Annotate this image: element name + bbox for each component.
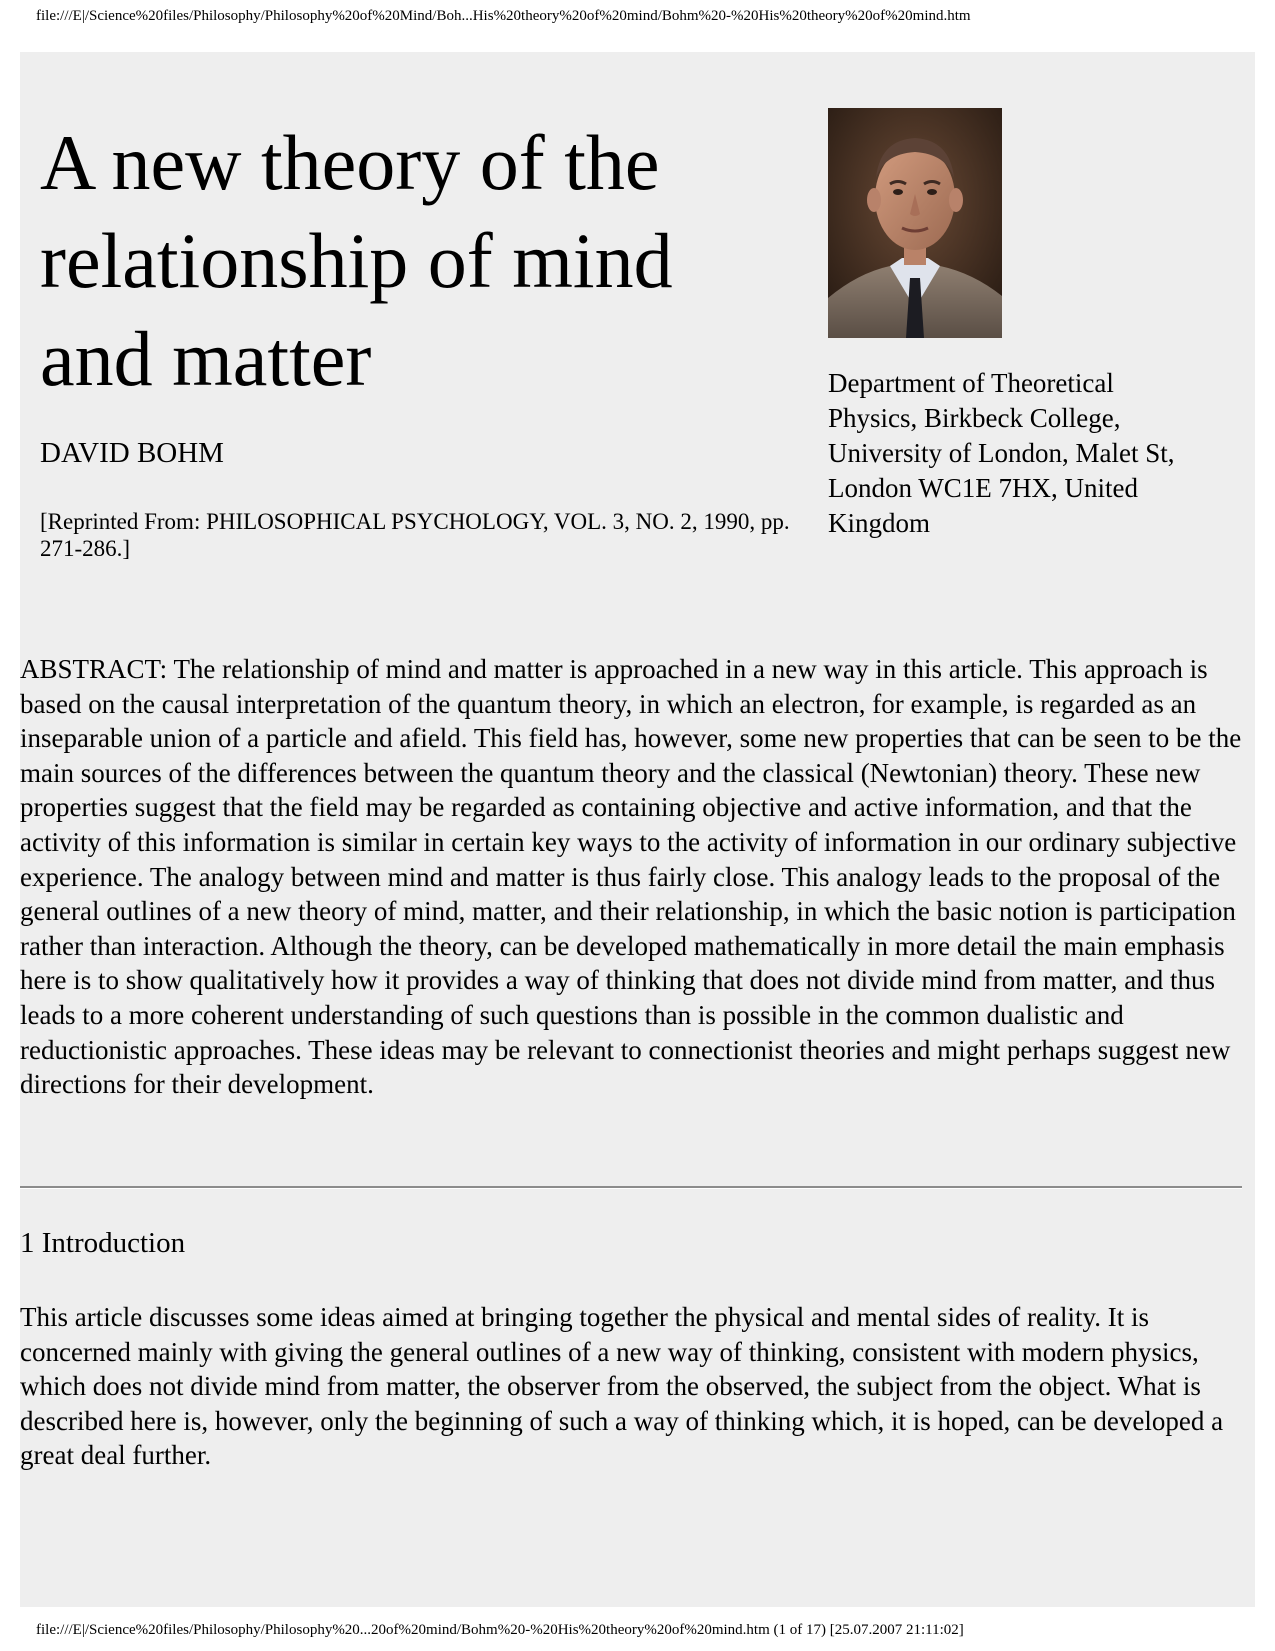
author-affiliation: Department of Theoretical Physics, Birkbeck College, University of London, Malet St, London WC1E 7HX, United Kingdom — [828, 368, 1175, 538]
abstract-paragraph: ABSTRACT: The relationship of mind and matter is approached in a new way in this article. This approach is based on the causal interpretation of the quantum theory, in which an electron, for example, is regarded as an inseparable union of a particle and afield. This field has, however, some new properties that can be seen to be the main sources of the differences between the quantum theory and the classical (Newtonian) theory. These new properties suggest that the field may be regarded as containing objective and active information, and that the activity of this information is similar in certain key ways to the activity of information in our ordinary subjective experience. The analogy between mind and matter is thus fairly close. This analogy leads to the proposal of the general outlines of a new theory of mind, matter, and their relationship, in which the basic notion is participation rather than interaction. Although the theory, can be developed mathematically in more detail the main emphasis here is to show qualitatively how it provides a way of thinking that does not divide mind from matter, and thus leads to a more coherent understanding of such questions than is possible in the common dualistic and reductionistic approaches. These ideas may be relevant to connectionist theories and might perhaps suggest new directions for their development. — [20, 654, 1242, 1100]
document-page — [20, 52, 1255, 1607]
article-author: DAVID BOHM — [40, 437, 224, 469]
article-title: A new theory of the relationship of mind and matter — [40, 119, 673, 402]
section-heading-introduction: 1 Introduction — [20, 1227, 186, 1259]
reprint-citation: [Reprinted From: PHILOSOPHICAL PSYCHOLOGY, VOL. 3, NO. 2, 1990, pp. 271-286.] — [40, 509, 790, 561]
print-header-url: file:///E|/Science%20files/Philosophy/Philosophy%20of%20Mind/Boh...His%20theory%20of%20mind/Bohm%20-%20His%20theory%20of%20mind.htm — [36, 8, 971, 24]
introduction-paragraph: This article discusses some ideas aimed at bringing together the physical and mental sides of reality. It is concerned mainly with giving the general outlines of a new way of thinking, consistent with modern physics, which does not divide mind from matter, the observer from the observed, the subject from the object. What is described here is, however, only the beginning of such a way of thinking which, it is hoped, can be developed a great deal further. — [20, 1302, 1224, 1471]
print-footer: file:///E|/Science%20files/Philosophy/Philosophy%20...20of%20mind/Bohm%20-%20His%20theory%20of%20mind.htm (1 of 17) [25.07.2007 21:11:02] — [36, 1622, 964, 1638]
author-portrait — [828, 108, 1002, 338]
section-divider — [20, 1186, 1242, 1189]
